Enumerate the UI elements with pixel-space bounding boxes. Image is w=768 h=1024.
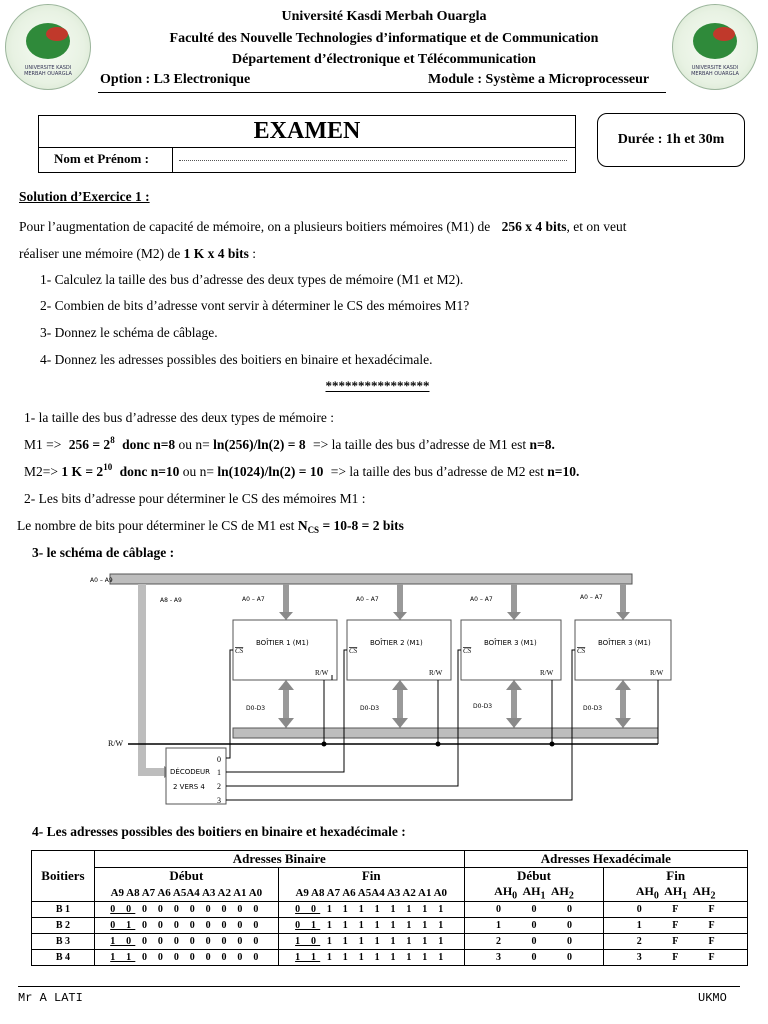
m1-label: M1 => xyxy=(24,437,62,452)
boitier-1 xyxy=(233,584,337,728)
intro-text-2: réaliser une mémoire (M2) de xyxy=(19,246,181,261)
table-row xyxy=(32,934,748,950)
box-title-3: BOÎTIER 3 (M1) xyxy=(484,639,537,647)
boitier-4 xyxy=(575,584,671,728)
cs-bits: 0 0 xyxy=(295,904,321,916)
answer-2-text xyxy=(17,518,404,534)
intro-bold-m1: 256 x 4 bits xyxy=(501,219,567,234)
faculty-name: Faculté des Nouvelle Technologies d’informatique et de Communication xyxy=(169,31,599,46)
wiring-diagram xyxy=(80,568,680,813)
name-label: Nom et Prénom : xyxy=(54,151,149,166)
bin-head-fin: A9 A8 A7 A6 A5A4 A3 A2 A1 A0 xyxy=(278,884,464,902)
hex-head-debut: $AH_0$ $AH_1$ $AH_2$ xyxy=(464,884,604,902)
ncs-text: Le nombre de bits pour déterminer le CS de M1 est xyxy=(17,518,295,533)
col-boitiers: Boitiers xyxy=(32,851,95,902)
m1-n: donc n=8 xyxy=(122,437,176,452)
university-logo-left xyxy=(5,4,91,90)
question-4: 4- Donnez les adresses possibles des boitiers en binaire et hexadécimale. xyxy=(40,352,433,367)
m2-result: n=10. xyxy=(547,464,580,479)
answer-m1 xyxy=(24,437,555,453)
data-label-1: D0-D3 xyxy=(246,705,266,712)
module-label: Module : Système a Microprocesseur xyxy=(428,72,650,87)
addr-bits: 0 0 0 0 0 0 0 0 xyxy=(142,920,263,932)
intro-text-2-end: : xyxy=(248,246,256,261)
footer-org: UKMO xyxy=(698,991,727,1005)
m2-eq: 1 K = 2 xyxy=(61,464,104,479)
rw-label-4: R/W xyxy=(650,669,664,677)
boitier-2 xyxy=(347,584,451,728)
data-label-3: D0-D3 xyxy=(473,703,493,710)
m1-result: n=8. xyxy=(529,437,555,452)
hex-fin-val: 1 F F xyxy=(604,918,748,934)
hex-fin-val: 3 F F xyxy=(604,950,748,966)
logo-text: UNIVERSITE KASDI MERBAH OUARGLA xyxy=(691,65,739,77)
decoder-out-2: 2 xyxy=(217,782,221,791)
decoder-out-0: 0 xyxy=(217,755,221,764)
data-label-4: D0-D3 xyxy=(583,705,603,712)
answer-3-title: 3- le schéma de câblage : xyxy=(32,545,175,560)
cs-bits: 1 1 xyxy=(295,952,321,964)
bin-head-debut: A9 A8 A7 A6 A5A4 A3 A2 A1 A0 xyxy=(94,884,278,902)
bin-debut: Début xyxy=(94,868,278,885)
addr-bits: 1 1 1 1 1 1 1 1 xyxy=(326,936,448,948)
cs-bits: 1 0 xyxy=(295,936,321,948)
m2-or: ou n= xyxy=(182,464,215,479)
separator: **************** xyxy=(325,378,430,393)
addr-label-3: A0 – A7 xyxy=(470,596,493,603)
row-name: B 2 xyxy=(32,918,95,934)
cs-label-4: CS xyxy=(577,647,586,655)
row-name: B 1 xyxy=(32,902,95,918)
hex-debut-val: 1 0 0 xyxy=(464,918,604,934)
cs-label-3: CS xyxy=(463,647,472,655)
col-hexa: Adresses Hexadécimale xyxy=(464,851,747,868)
decoder-line2: 2 VERS 4 xyxy=(173,783,205,791)
col-binaire: Adresses Binaire xyxy=(94,851,464,868)
addr-label-1: A0 – A7 xyxy=(242,596,265,603)
table-row xyxy=(32,918,748,934)
box-title-1: BOÎTIER 1 (M1) xyxy=(256,639,309,647)
cs-bits: 0 0 xyxy=(110,904,136,916)
cs-bits: 1 0 xyxy=(110,936,136,948)
header-rule xyxy=(98,92,666,93)
answer-m2 xyxy=(24,464,579,480)
addr-bits: 1 1 1 1 1 1 1 1 xyxy=(326,952,448,964)
option-label: Option : L3 Electronique xyxy=(100,72,251,87)
hex-debut: Début xyxy=(464,868,604,885)
m1-ln: ln(256)/ln(2) = 8 xyxy=(213,437,306,452)
name-field[interactable] xyxy=(179,160,567,161)
answer-2-title: 2- Les bits d’adresse pour déterminer le CS des mémoires M1 : xyxy=(24,491,366,506)
ncs-value: = 10-8 = 2 bits xyxy=(322,518,404,533)
intro-line-2 xyxy=(19,246,256,262)
rw-label-3: R/W xyxy=(540,669,554,677)
m2-result-text: => la taille des bus d’adresse de M2 est xyxy=(330,464,544,479)
university-logo-right xyxy=(672,4,758,90)
cs-bits: 0 1 xyxy=(110,920,136,932)
m1-exp: 8 xyxy=(110,435,115,445)
intro-text-end: , et on veut xyxy=(566,219,627,234)
hex-head-fin: $AH_0$ $AH_1$ $AH_2$ xyxy=(604,884,748,902)
table-row xyxy=(32,950,748,966)
question-1: 1- Calculez la taille des bus d’adresse des deux types de mémoire (M1 et M2). xyxy=(40,272,464,287)
section-title: Solution d’Exercice 1 : xyxy=(19,189,150,204)
answer-4-title: 4- Les adresses possibles des boitiers en binaire et hexadécimale : xyxy=(32,824,406,839)
decoder-out-3: 3 xyxy=(217,796,221,805)
intro-line-1 xyxy=(19,219,739,235)
exam-box xyxy=(38,115,576,173)
hex-fin: Fin xyxy=(604,868,748,885)
box-title-2: BOÎTIER 2 (M1) xyxy=(370,639,423,647)
address-table xyxy=(31,850,748,966)
addr-bits: 0 0 0 0 0 0 0 0 xyxy=(142,952,263,964)
department-name: Département d’électronique et Télécommunication xyxy=(232,52,536,67)
bin-fin: Fin xyxy=(278,868,464,885)
addr-label-4: A0 – A7 xyxy=(580,594,603,601)
addr-label-2: A0 – A7 xyxy=(356,596,379,603)
ncs-sub: CS xyxy=(307,525,320,535)
a8a9-label: A8 - A9 xyxy=(160,597,182,604)
cs-bits: 1 1 xyxy=(110,952,136,964)
university-name: Université Kasdi Merbah Ouargla xyxy=(281,9,487,24)
intro-text: Pour l’augmentation de capacité de mémoire, on a plusieurs boitiers mémoires (M1) de xyxy=(19,219,491,234)
hex-fin-val: 2 F F xyxy=(604,934,748,950)
logo-text: UNIVERSITE KASDI MERBAH OUARGLA xyxy=(24,65,72,77)
row-name: B 3 xyxy=(32,934,95,950)
footer-author: Mr A LATI xyxy=(18,991,83,1005)
rw-label-2: R/W xyxy=(429,669,443,677)
hex-debut-val: 0 0 0 xyxy=(464,902,604,918)
cs-label-1: CS xyxy=(235,647,244,655)
cs-label-2: CS xyxy=(349,647,358,655)
rw-bus-label: R/W xyxy=(108,739,124,748)
m2-n: donc n=10 xyxy=(119,464,180,479)
m2-exp: 10 xyxy=(103,462,113,472)
hex-debut-val: 3 0 0 xyxy=(464,950,604,966)
ncs-symbol: N xyxy=(297,518,308,533)
question-3: 3- Donnez le schéma de câblage. xyxy=(40,325,218,340)
addr-bits: 1 1 1 1 1 1 1 1 xyxy=(326,904,448,916)
intro-bold-m2: 1 K x 4 bits xyxy=(183,246,249,261)
addr-bits: 0 0 0 0 0 0 0 0 xyxy=(142,936,263,948)
duration-box xyxy=(597,113,745,167)
m2-ln: ln(1024)/ln(2) = 10 xyxy=(217,464,324,479)
boitier-3 xyxy=(461,584,561,728)
m2-label: M2=> xyxy=(24,464,58,479)
answer-1-title: 1- la taille des bus d’adresse des deux types de mémoire : xyxy=(24,410,335,425)
hex-debut-val: 2 0 0 xyxy=(464,934,604,950)
addr-bits: 1 1 1 1 1 1 1 1 xyxy=(326,920,448,932)
decoder-line1: DÉCODEUR xyxy=(170,768,211,776)
question-2: 2- Combien de bits d’adresse vont servir à déterminer le CS des mémoires M1? xyxy=(40,298,470,313)
decoder-out-1: 1 xyxy=(217,768,221,777)
exam-title: EXAMEN xyxy=(253,118,361,144)
cs-bits: 0 1 xyxy=(295,920,321,932)
bus-top-label: A0 – A9 xyxy=(90,577,113,584)
m1-or: ou n= xyxy=(178,437,210,452)
addr-bits: 0 0 0 0 0 0 0 0 xyxy=(142,904,263,916)
rw-label-1: R/W xyxy=(315,669,329,677)
box-title-4: BOÎTIER 3 (M1) xyxy=(598,639,651,647)
hex-fin-val: 0 F F xyxy=(604,902,748,918)
duration-text: Durée : 1h et 30m xyxy=(617,132,725,147)
m1-result-text: => la taille des bus d’adresse de M1 est xyxy=(312,437,527,452)
address-bus xyxy=(110,574,632,584)
m1-eq: 256 = 2 xyxy=(68,437,111,452)
footer-rule xyxy=(18,986,740,987)
data-bus xyxy=(233,728,658,738)
row-name: B 4 xyxy=(32,950,95,966)
a8a9-line xyxy=(138,584,146,774)
table-row xyxy=(32,902,748,918)
data-label-2: D0-D3 xyxy=(360,705,380,712)
